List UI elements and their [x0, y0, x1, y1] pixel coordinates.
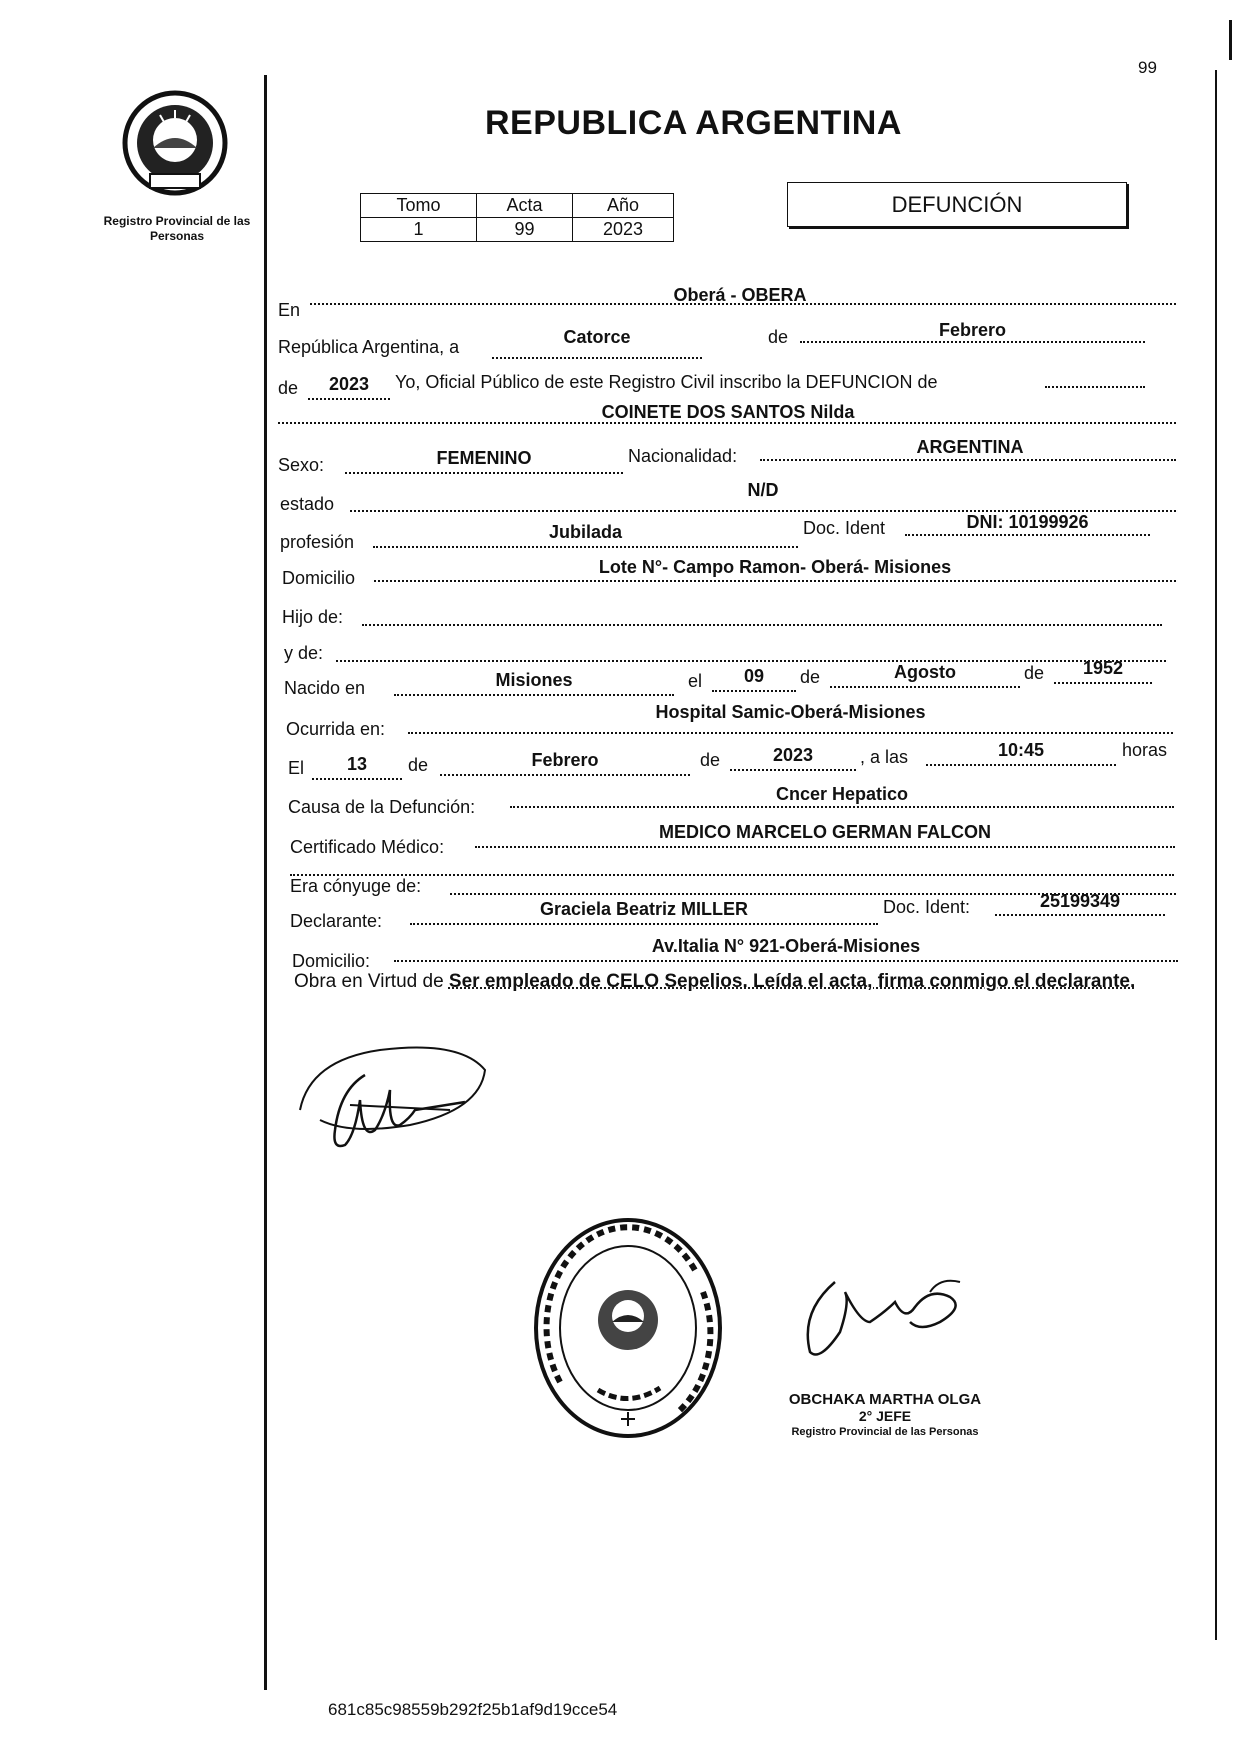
doc-declarante-value: 25199349: [1039, 891, 1121, 911]
declarante-label: Declarante:: [290, 911, 383, 931]
doc-declarante-line: [995, 914, 1165, 916]
mes-texto-value: Febrero: [938, 320, 1007, 340]
certificado-line: [475, 846, 1175, 848]
official-name: OBCHAKA MARTHA OLGA: [788, 1391, 982, 1408]
profesion-line: [373, 546, 798, 548]
profesion-label: profesión: [280, 532, 355, 552]
domicilio-line: [374, 580, 1176, 582]
ocurrida-line: [408, 732, 1173, 734]
yde-label: y de:: [284, 643, 324, 663]
hijo-label: Hijo de:: [282, 607, 344, 627]
blank-line: [290, 874, 1174, 876]
causa-value: Cncer Hepatico: [775, 784, 909, 804]
domicilio-label-2: Domicilio:: [292, 951, 371, 971]
nac-dia-value: 09: [743, 666, 765, 686]
hora-value: 10:45: [997, 740, 1045, 760]
causa-line: [510, 806, 1174, 808]
hora-line: [926, 764, 1116, 766]
anio-line: [308, 398, 390, 400]
edge-mark: [1229, 20, 1232, 60]
org-name: Registro Provincial de las Personas: [103, 214, 251, 243]
acta-value: 99: [477, 218, 573, 242]
el-label: el: [688, 671, 703, 691]
nac-dia-line: [712, 690, 796, 692]
nacionalidad-line: [760, 459, 1176, 461]
horas-label: horas: [1122, 740, 1168, 760]
sexo-label: Sexo:: [278, 455, 325, 475]
sexo-line: [345, 472, 623, 474]
estado-label: estado: [280, 494, 335, 514]
doc-label: Doc. Ident: [803, 518, 886, 538]
document-hash: 681c85c98559b292f25b1af9d19cce54: [328, 1700, 618, 1719]
de-label-3: de: [800, 667, 821, 687]
domicilio-label: Domicilio: [282, 568, 356, 588]
obra-paragraph: [294, 966, 1189, 997]
el-label-2: El: [288, 758, 305, 778]
nacido-label: Nacido en: [284, 678, 366, 698]
de-label-6: de: [700, 750, 721, 770]
de-label-5: de: [408, 755, 429, 775]
profesion-value: Jubilada: [548, 522, 623, 542]
domicilio-declarante-value: Av.Italia N° 921-Oberá-Misiones: [651, 936, 921, 956]
de-label: de: [768, 327, 789, 347]
fall-dia-value: 13: [346, 754, 368, 774]
nac-anio-value: 1952: [1082, 658, 1124, 678]
declarante-value: Graciela Beatriz MILLER: [539, 899, 749, 919]
declarant-signature: [290, 1030, 490, 1170]
declarante-line: [410, 923, 878, 925]
domicilio-declarante-line: [394, 960, 1178, 962]
hijo-line: [362, 624, 1162, 626]
nacionalidad-label: Nacionalidad:: [628, 446, 738, 466]
domicilio-value: Lote N°- Campo Ramon- Oberá- Misiones: [598, 557, 952, 577]
causa-label: Causa de la Defunción:: [288, 797, 476, 817]
anio-value: 2023: [573, 218, 674, 242]
obra-label: Obra en Virtud de: [294, 971, 444, 992]
nac-mes-line: [830, 686, 1020, 688]
obra-text: Ser empleado de CELO Sepelios. Leída el acta, firma conmigo el declarante.: [448, 971, 1136, 992]
provincial-logo-icon: [120, 88, 230, 198]
nacido-lugar-value: Misiones: [495, 670, 573, 690]
dia-texto-value: Catorce: [563, 327, 631, 347]
en-label: En: [278, 300, 301, 320]
dia-texto-line: [492, 357, 702, 359]
sexo-value: FEMENINO: [436, 448, 532, 468]
registry-table: [360, 193, 674, 242]
mes-texto-line: [800, 341, 1145, 343]
doc-line: [905, 534, 1150, 536]
ocurrida-value: Hospital Samic-Oberá-Misiones: [655, 702, 926, 722]
lugar-value: Oberá - OBERA: [673, 285, 807, 305]
certificado-value: MEDICO MARCELO GERMAN FALCON: [659, 822, 991, 842]
left-margin-rule: [264, 75, 267, 1690]
fall-anio-line: [730, 769, 856, 771]
yo-line: [1045, 386, 1145, 388]
alas-label: , a las: [860, 747, 909, 767]
doc-label-2: Doc. Ident:: [883, 897, 971, 917]
right-margin-rule: [1215, 70, 1217, 1640]
republica-label: República Argentina, a: [278, 337, 460, 357]
tomo-value: 1: [361, 218, 477, 242]
official-role: 2° JEFE: [858, 1408, 912, 1424]
anio-header: Año: [573, 194, 674, 218]
fall-dia-line: [312, 778, 402, 780]
nacido-lugar-line: [394, 694, 674, 696]
document-title: REPUBLICA ARGENTINA: [485, 104, 902, 142]
fall-anio-value: 2023: [772, 745, 814, 765]
doc-value: DNI: 10199926: [966, 512, 1089, 532]
nac-anio-line: [1054, 682, 1152, 684]
acta-header: Acta: [477, 194, 573, 218]
de-label-2: de: [278, 378, 299, 398]
nac-mes-value: Agosto: [894, 662, 956, 682]
official-block: [770, 1392, 1000, 1440]
certificado-label: Certificado Médico:: [290, 837, 445, 857]
conyuge-label: Era cónyuge de:: [290, 876, 422, 896]
anio-value-text: 2023: [328, 374, 370, 394]
official-signature: [790, 1262, 980, 1372]
document-type: DEFUNCIÓN: [787, 182, 1127, 227]
fallecido-line: [278, 422, 1176, 424]
nacionalidad-value: ARGENTINA: [916, 437, 1024, 457]
yo-text: Yo, Oficial Público de este Registro Civil inscribo la DEFUNCION de: [395, 372, 938, 392]
fall-mes-line: [440, 774, 690, 776]
tomo-header: Tomo: [361, 194, 477, 218]
estado-value: N/D: [747, 480, 779, 500]
ocurrida-label: Ocurrida en:: [286, 719, 386, 739]
fallecido-value: COINETE DOS SANTOS Nilda: [601, 402, 855, 422]
official-org: Registro Provincial de las Personas: [791, 1426, 979, 1438]
yde-line: [336, 660, 1166, 662]
lugar-line: [310, 303, 1176, 305]
de-label-4: de: [1024, 663, 1045, 683]
fall-mes-value: Febrero: [531, 750, 599, 770]
page-number: 99: [1138, 58, 1157, 77]
official-seal: [528, 1212, 728, 1444]
